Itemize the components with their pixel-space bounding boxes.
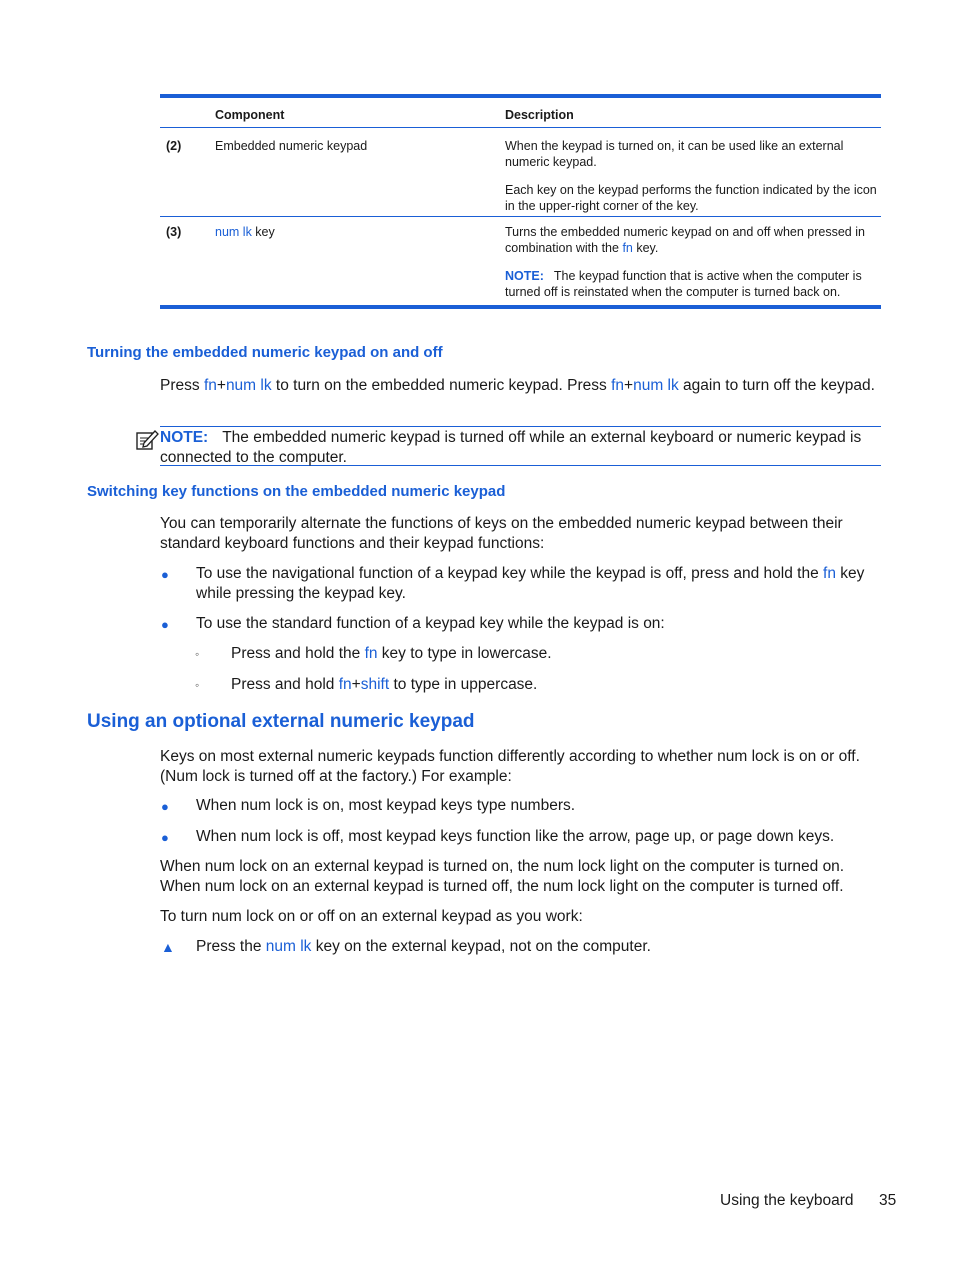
desc-paragraph: Turns the embedded numeric keypad on and off when pressed in combination with the fn key. — [505, 225, 865, 255]
list-item: When num lock is off, most keypad keys function like the arrow, page up, or page down keys. — [196, 828, 835, 845]
row-component: num lk key — [215, 225, 275, 239]
desc-paragraph: When the keypad is turned on, it can be used like an external numeric keypad. — [505, 139, 844, 169]
sub-list-item: Press and hold fn+shift to type in uppercase. — [231, 676, 538, 693]
header-component: Component — [215, 108, 285, 122]
step-item: Press the num lk key on the external keypad, not on the computer. — [196, 938, 651, 955]
component-table — [160, 94, 881, 309]
desc-paragraph: Each key on the keypad performs the function indicated by the icon in the upper-right corner of the key. — [505, 183, 877, 213]
row-number: (2) — [166, 139, 182, 153]
bullet-icon: ● — [161, 567, 169, 582]
note-box — [160, 426, 881, 466]
footer-title: Using the keyboard — [720, 1192, 854, 1209]
bullet-icon: ● — [161, 830, 169, 845]
section-heading: Turning the embedded numeric keypad on and off — [87, 344, 443, 361]
paragraph: When num lock on an external keypad is turned on, the num lock light on the computer is turned on. When num lock on an external keypad is turned off, the num lock light on the computer is turned off. — [160, 858, 845, 895]
bullet-icon: ● — [161, 799, 169, 814]
paragraph: To turn num lock on or off on an external keypad as you work: — [160, 908, 583, 925]
row-description — [505, 138, 877, 226]
key-name: num lk — [215, 225, 252, 239]
paragraph: Press fn+num lk to turn on the embedded numeric keypad. Press fn+num lk again to turn off the keypad. — [160, 377, 875, 394]
sub-list-item: Press and hold the fn key to type in lowercase. — [231, 645, 552, 662]
sub-bullet-icon: ◦ — [195, 678, 200, 692]
list-item: To use the navigational function of a keypad key while the keypad is off, press and hold the fn key while pressing the keypad key. — [196, 565, 865, 602]
table-note: NOTE: The keypad function that is active when the computer is turned off is reinstated when the computer is turned back on. — [505, 269, 862, 299]
step-triangle-icon: ▲ — [161, 939, 175, 955]
section-heading: Switching key functions on the embedded numeric keypad — [87, 483, 506, 500]
bullet-icon: ● — [161, 617, 169, 632]
row-component: Embedded numeric keypad — [215, 139, 368, 153]
page-number: 35 — [879, 1192, 897, 1209]
sub-bullet-icon: ◦ — [195, 647, 200, 661]
note-pencil-icon — [135, 428, 159, 452]
row-description — [505, 224, 877, 312]
note-label: NOTE: — [505, 269, 544, 283]
paragraph: You can temporarily alternate the functions of keys on the embedded numeric keypad between their standard keyboard functions and their keypad functions: — [160, 515, 843, 552]
row-number: (3) — [166, 225, 182, 239]
header-description: Description — [505, 108, 574, 122]
note-text: NOTE: The embedded numeric keypad is turned off while an external keyboard or numeric keypad is connected to the computer. — [160, 429, 862, 466]
list-item: When num lock is on, most keypad keys type numbers. — [196, 797, 576, 814]
note-label: NOTE: — [160, 429, 209, 446]
section-heading: Using an optional external numeric keypad — [87, 711, 475, 732]
list-item: To use the standard function of a keypad key while the keypad is on: — [196, 615, 665, 632]
table-row — [160, 128, 881, 217]
table-header-row — [160, 98, 881, 128]
key-name: fn — [622, 241, 633, 255]
paragraph: Keys on most external numeric keypads function differently according to whether num lock is on or off. (Num lock is turned off at the factory.) For example: — [160, 748, 860, 785]
table-row — [160, 217, 881, 305]
